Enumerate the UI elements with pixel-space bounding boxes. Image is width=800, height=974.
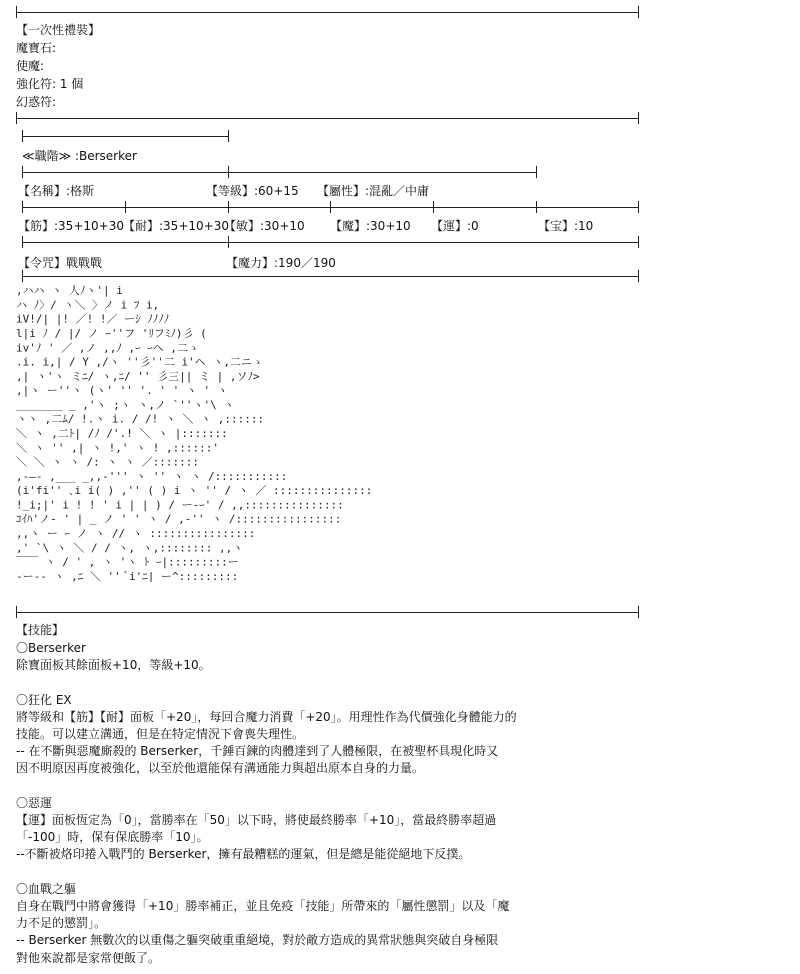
- stats-rule-tick-2: [125, 201, 126, 213]
- ascii-art-line: ,| ヽ'ヽ ミﾆ/ ヽ,ﾆ/ '' 彡三|| ミ | ,ソﾉ>: [16, 369, 260, 383]
- ascii-art-line: ヽヽ ,二ﾑ/ !.ヽ i. / /! ヽ ＼ ヽ ,::::::: [16, 412, 265, 426]
- skills-rule-tick-right: [638, 606, 639, 618]
- ascii-art-line: .i. i,| / Y ,/ヽ ''彡''二 i'ヘ ヽ,二ニゝ: [16, 355, 263, 369]
- equipment-line-illusion-charm: 幻惑符:: [16, 95, 57, 109]
- ascii-art-line: ￣￣ ヽ / ' , ヽ 'ヽ ﾄ ｰ|:::::::::ー: [16, 555, 239, 569]
- equipment-end-tick-left: [16, 112, 17, 124]
- ascii-art-line: ,|ヽ ー''ヽ (ヽ' '' '. ' ' ヽ ' ヽ: [16, 384, 228, 398]
- command-rule-tick-right: [638, 236, 639, 248]
- skill-line: --不斷被烙印捲入戰鬥的 Berserker，擁有最糟糕的運氣，但是總是能從絕地下反撲。: [16, 847, 471, 862]
- stat-luck: 【運】:0: [431, 219, 479, 233]
- mana-value: 【魔力】:190／190: [226, 256, 336, 270]
- class-rule-tick-left: [22, 130, 23, 142]
- ascii-art-line: ハ ﾉ〉/ ヽ＼ 〉ノ i ﾌ i,: [16, 298, 160, 312]
- status-end-rule: [22, 276, 638, 277]
- skill-line: 除寶面板其餘面板+10，等級+10。: [16, 658, 211, 673]
- command-rule-tick-left: [22, 236, 23, 248]
- ascii-art-line: ＼ ヽ ,二ﾄ| /ﾉ /'.! ＼ ヽ |:::::::: [16, 427, 228, 440]
- equipment-line-enhance-charm: 強化符: 1 個: [16, 77, 84, 91]
- command-rule: [22, 242, 638, 243]
- equipment-end-rule: [16, 118, 639, 119]
- ascii-art-line: ｺｲﾊ'ノ- ' | _ ノ ' ' ヽ / ,-'' ヽ /::::::::::::::::: [16, 512, 342, 526]
- ascii-art-line: iV!/| |! ／! !／ ーｼ ﾉﾉﾉﾉ: [16, 312, 170, 326]
- ascii-art-line: l|i ﾉ / |/ ノ ｰ''フ 'ﾘフﾐﾉ)彡 (: [16, 327, 207, 340]
- top-rule-tick-left: [16, 6, 17, 18]
- stat-noble-phantasm: 【宝】:10: [538, 219, 594, 233]
- ascii-art-line: ,-―- ,___ _,,-''' ヽ '' ヽ ヽ /:::::::::::: [16, 469, 288, 483]
- stats-rule-tick-3: [228, 201, 229, 213]
- stats-rule-tick-6: [536, 201, 537, 213]
- ascii-art-line: ,' `\ ヽ ＼ / / ヽ, ヽ,:::::::: ,,ヽ: [16, 541, 244, 555]
- status-end-tick-right: [638, 270, 639, 282]
- skill-line: 自身在戰鬥中將會獲得「+10」勝率補正，並且免疫「技能」所帶來的「屬性懲罰」以及「魔: [16, 899, 510, 913]
- skills-header: 【技能】: [16, 623, 65, 637]
- skill-line: 將等級和【筋】【耐】面板「+20」，每回合魔力消費「+20」。用理性作為代價強化身體能力的: [16, 709, 517, 724]
- ascii-art-line: ,,ヽ ー ｰ ノ ヽ // ヽ ::::::::::::::::: [16, 527, 256, 540]
- skill-line: 〇惡運: [16, 795, 53, 810]
- name-rule-tick-a: [22, 166, 23, 178]
- ascii-art-line: !_i;|' i ! ! ' i | | ) / ー-ｰ' / ,,:::::::::::::::: [16, 498, 344, 512]
- command-rule-tick-mid: [228, 236, 229, 248]
- servant-class: ≪職階≫ :Berserker: [22, 149, 137, 163]
- skill-line: 【運】面板恆定為「0」，當勝率在「50」以下時，將使最終勝率「+10」，當最終勝率超過: [16, 813, 497, 827]
- ascii-art-line: ＼ ヽ '' ,| ヽ !,' ヽ ! ,::::::': [16, 441, 219, 455]
- class-rule-tick-right: [228, 130, 229, 142]
- equipment-line-magic-gem: 魔寶石:: [16, 41, 57, 55]
- skill-line: 力不足的懲罰」。: [16, 916, 107, 931]
- top-rule-tick-right: [638, 6, 639, 18]
- ascii-art-line: _______ _ ,'ヽ ;ヽ ヽ,ノ `''ヽ'\ ヽ: [16, 398, 235, 412]
- skills-rule-tick-left: [16, 606, 17, 618]
- skill-line: 「-100」時，保有保底勝率「10」。: [16, 830, 209, 845]
- stat-magic: 【魔】:30+10: [330, 219, 411, 233]
- equipment-line-familiar: 使魔:: [16, 59, 45, 73]
- stat-endurance: 【耐】:35+10+30: [123, 219, 229, 233]
- ascii-art-line: (i'fi'' ､i i( ) ,'' ( ) i ヽ '' / ヽ ／ :::::::::::::::: [16, 484, 373, 498]
- stats-rule-tick-4: [330, 201, 331, 213]
- skill-line: 〇血戰之軀: [16, 881, 77, 896]
- command-seals: 【令咒】戰戰戰: [18, 256, 103, 270]
- name-rule-tick-b: [228, 166, 229, 178]
- name-rule: [22, 172, 536, 173]
- stats-rule-tick-5: [433, 201, 434, 213]
- ascii-art-line: iv'ﾉ ' ／ ,ノ ,,ﾉ ,ｰ ｰヘ ,二ゝ: [16, 341, 199, 355]
- equipment-end-tick-right: [638, 112, 639, 124]
- skills-rule: [16, 612, 639, 613]
- top-rule: [16, 12, 639, 13]
- skill-line: 對他來說都是家常便飯了。: [16, 950, 161, 965]
- ascii-art-line: ,ハハ ヽ 人ﾉヽ'| i: [16, 284, 123, 298]
- skill-line: 〇Berserker: [16, 641, 86, 655]
- stat-agility: 【敏】:30+10: [224, 219, 305, 233]
- ascii-art-line: -ー-- ヽ ,ﾆ ＼ '' ﾞi'ﾆ|_ー^:::::::::: [16, 569, 239, 582]
- stat-strength: 【筋】:35+10+30: [18, 219, 124, 233]
- class-rule: [22, 136, 228, 137]
- status-end-tick-left: [22, 270, 23, 282]
- servant-attribute: 【屬性】:混亂／中庸: [317, 184, 430, 198]
- equipment-header: 【一次性禮裝】: [16, 23, 101, 37]
- skill-line: -- 在不斷與惡魔廝殺的 Berserker，千錘百鍊的肉體達到了人體極限，在被聖杯具現化時又: [16, 744, 499, 759]
- servant-name: 【名稱】:格斯: [18, 184, 95, 198]
- ascii-art-line: ＼ ＼ ヽ ヽ /: ヽ ヽ ／:::::::: [16, 455, 199, 469]
- skill-line: -- Berserker 無數次的以重傷之軀突破重重絕境，對於敵方造成的異常狀態與突破自身極限: [16, 933, 499, 948]
- skill-line: 因不明原因再度被強化，以至於他還能保有溝通能力與超出原本自身的力量。: [16, 761, 425, 776]
- skill-line: 〇狂化 EX: [16, 692, 72, 707]
- skill-line: 技能。可以建立溝通，但是在特定情況下會喪失理性。: [16, 727, 305, 741]
- stats-rule-tick-1: [22, 201, 23, 213]
- ascii-art-lines: [16, 284, 372, 582]
- name-rule-tick-c: [536, 166, 537, 178]
- stats-rule-tick-7: [638, 201, 639, 213]
- ascii-art-illustration: [16, 282, 486, 582]
- servant-level: 【等級】:60+15: [206, 184, 299, 198]
